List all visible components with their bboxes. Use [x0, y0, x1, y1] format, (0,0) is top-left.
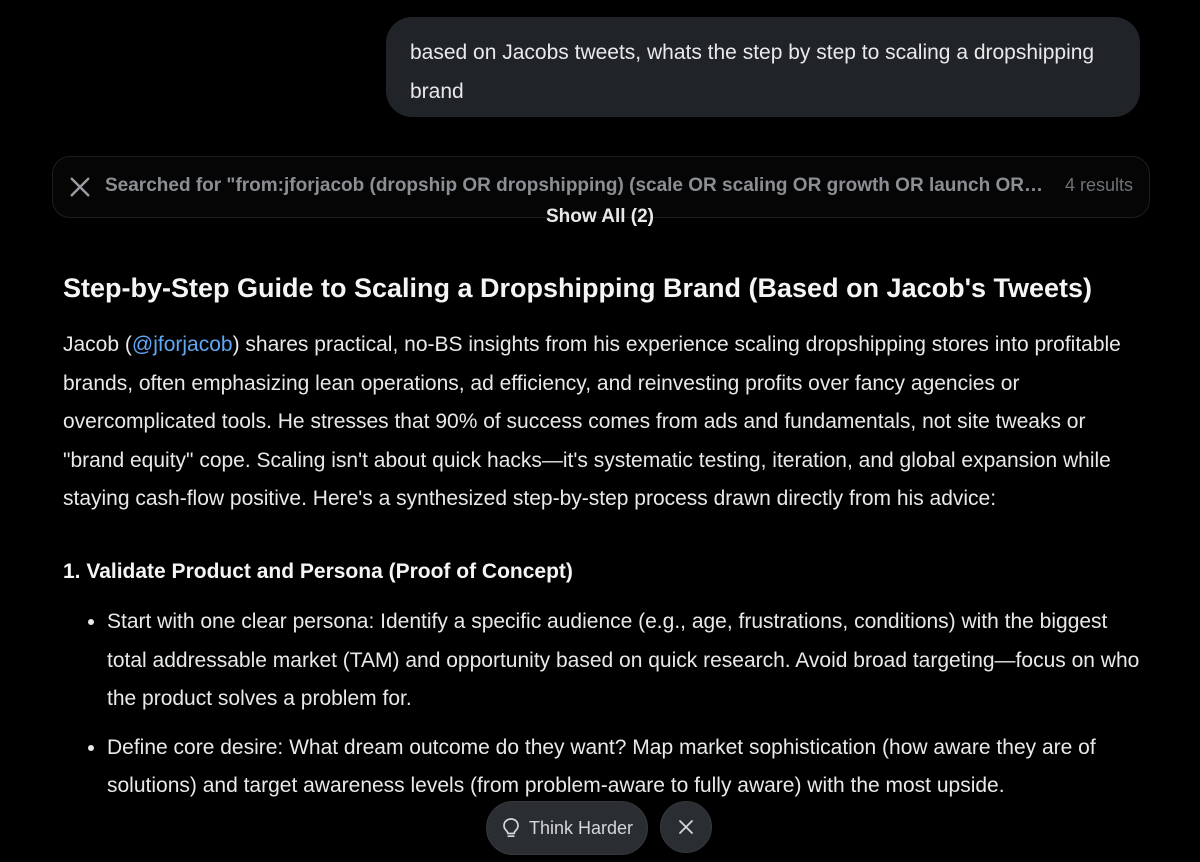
- x-logo-icon: [69, 176, 91, 198]
- response-intro: [63, 326, 1143, 519]
- think-harder-label: Think Harder: [529, 817, 634, 838]
- mention-link[interactable]: @jforjacob: [131, 333, 233, 356]
- section-heading: 1. Validate Product and Persona (Proof of Concept): [63, 559, 573, 583]
- close-button[interactable]: [660, 801, 712, 853]
- search-result-count: 4 results: [1064, 175, 1133, 195]
- show-all-button[interactable]: Show All (2): [545, 206, 655, 227]
- close-icon: [678, 819, 694, 835]
- search-query-text: Searched for "from:jforjacob (dropship OR dropshipping) (scale OR scaling OR growth OR launch OR ...: [105, 175, 1045, 196]
- list-item: • Define core desire: What dream outcome do they want? Map market sophistication (how aware they are of solutions) and target awareness levels (from problem-aware to fully aware) with the most upside.: [107, 729, 1143, 806]
- intro-text-before: Jacob (: [63, 333, 132, 356]
- list-item: • Start with one clear persona: Identify a specific audience (e.g., age, frustrations, conditions) with the biggest total addressable market (TAM) and opportunity based on quick research. Avoid broad targeting—focus on who the product solves a problem for.: [107, 603, 1143, 719]
- user-message-bubble: [386, 17, 1140, 117]
- lightbulb-icon: [501, 817, 521, 839]
- think-harder-button[interactable]: [486, 801, 648, 855]
- response-title: Step-by-Step Guide to Scaling a Dropshipping Brand (Based on Jacob's Tweets): [63, 273, 1093, 303]
- user-message-text: based on Jacobs tweets, whats the step by step to scaling a dropshipping brand: [410, 41, 1095, 103]
- intro-text-after: ) shares practical, no-BS insights from his experience scaling dropshipping stores into profitable brands, often emphasizing lean operations, ad efficiency, and reinvesting profits over fancy agencies or overcomplicated tools. He stresses that 90% of success comes from ads and fundamentals, not site tweaks or "brand equity" cope. Scaling isn't about quick hacks—it's systematic testing, iteration, and global expansion while staying cash-flow positive. Here's a synthesized step-by-step process drawn directly from his advice:: [63, 333, 1121, 511]
- assistant-response: [63, 266, 1143, 816]
- bullet-list: [63, 603, 1143, 806]
- floating-action-bar: [486, 801, 712, 855]
